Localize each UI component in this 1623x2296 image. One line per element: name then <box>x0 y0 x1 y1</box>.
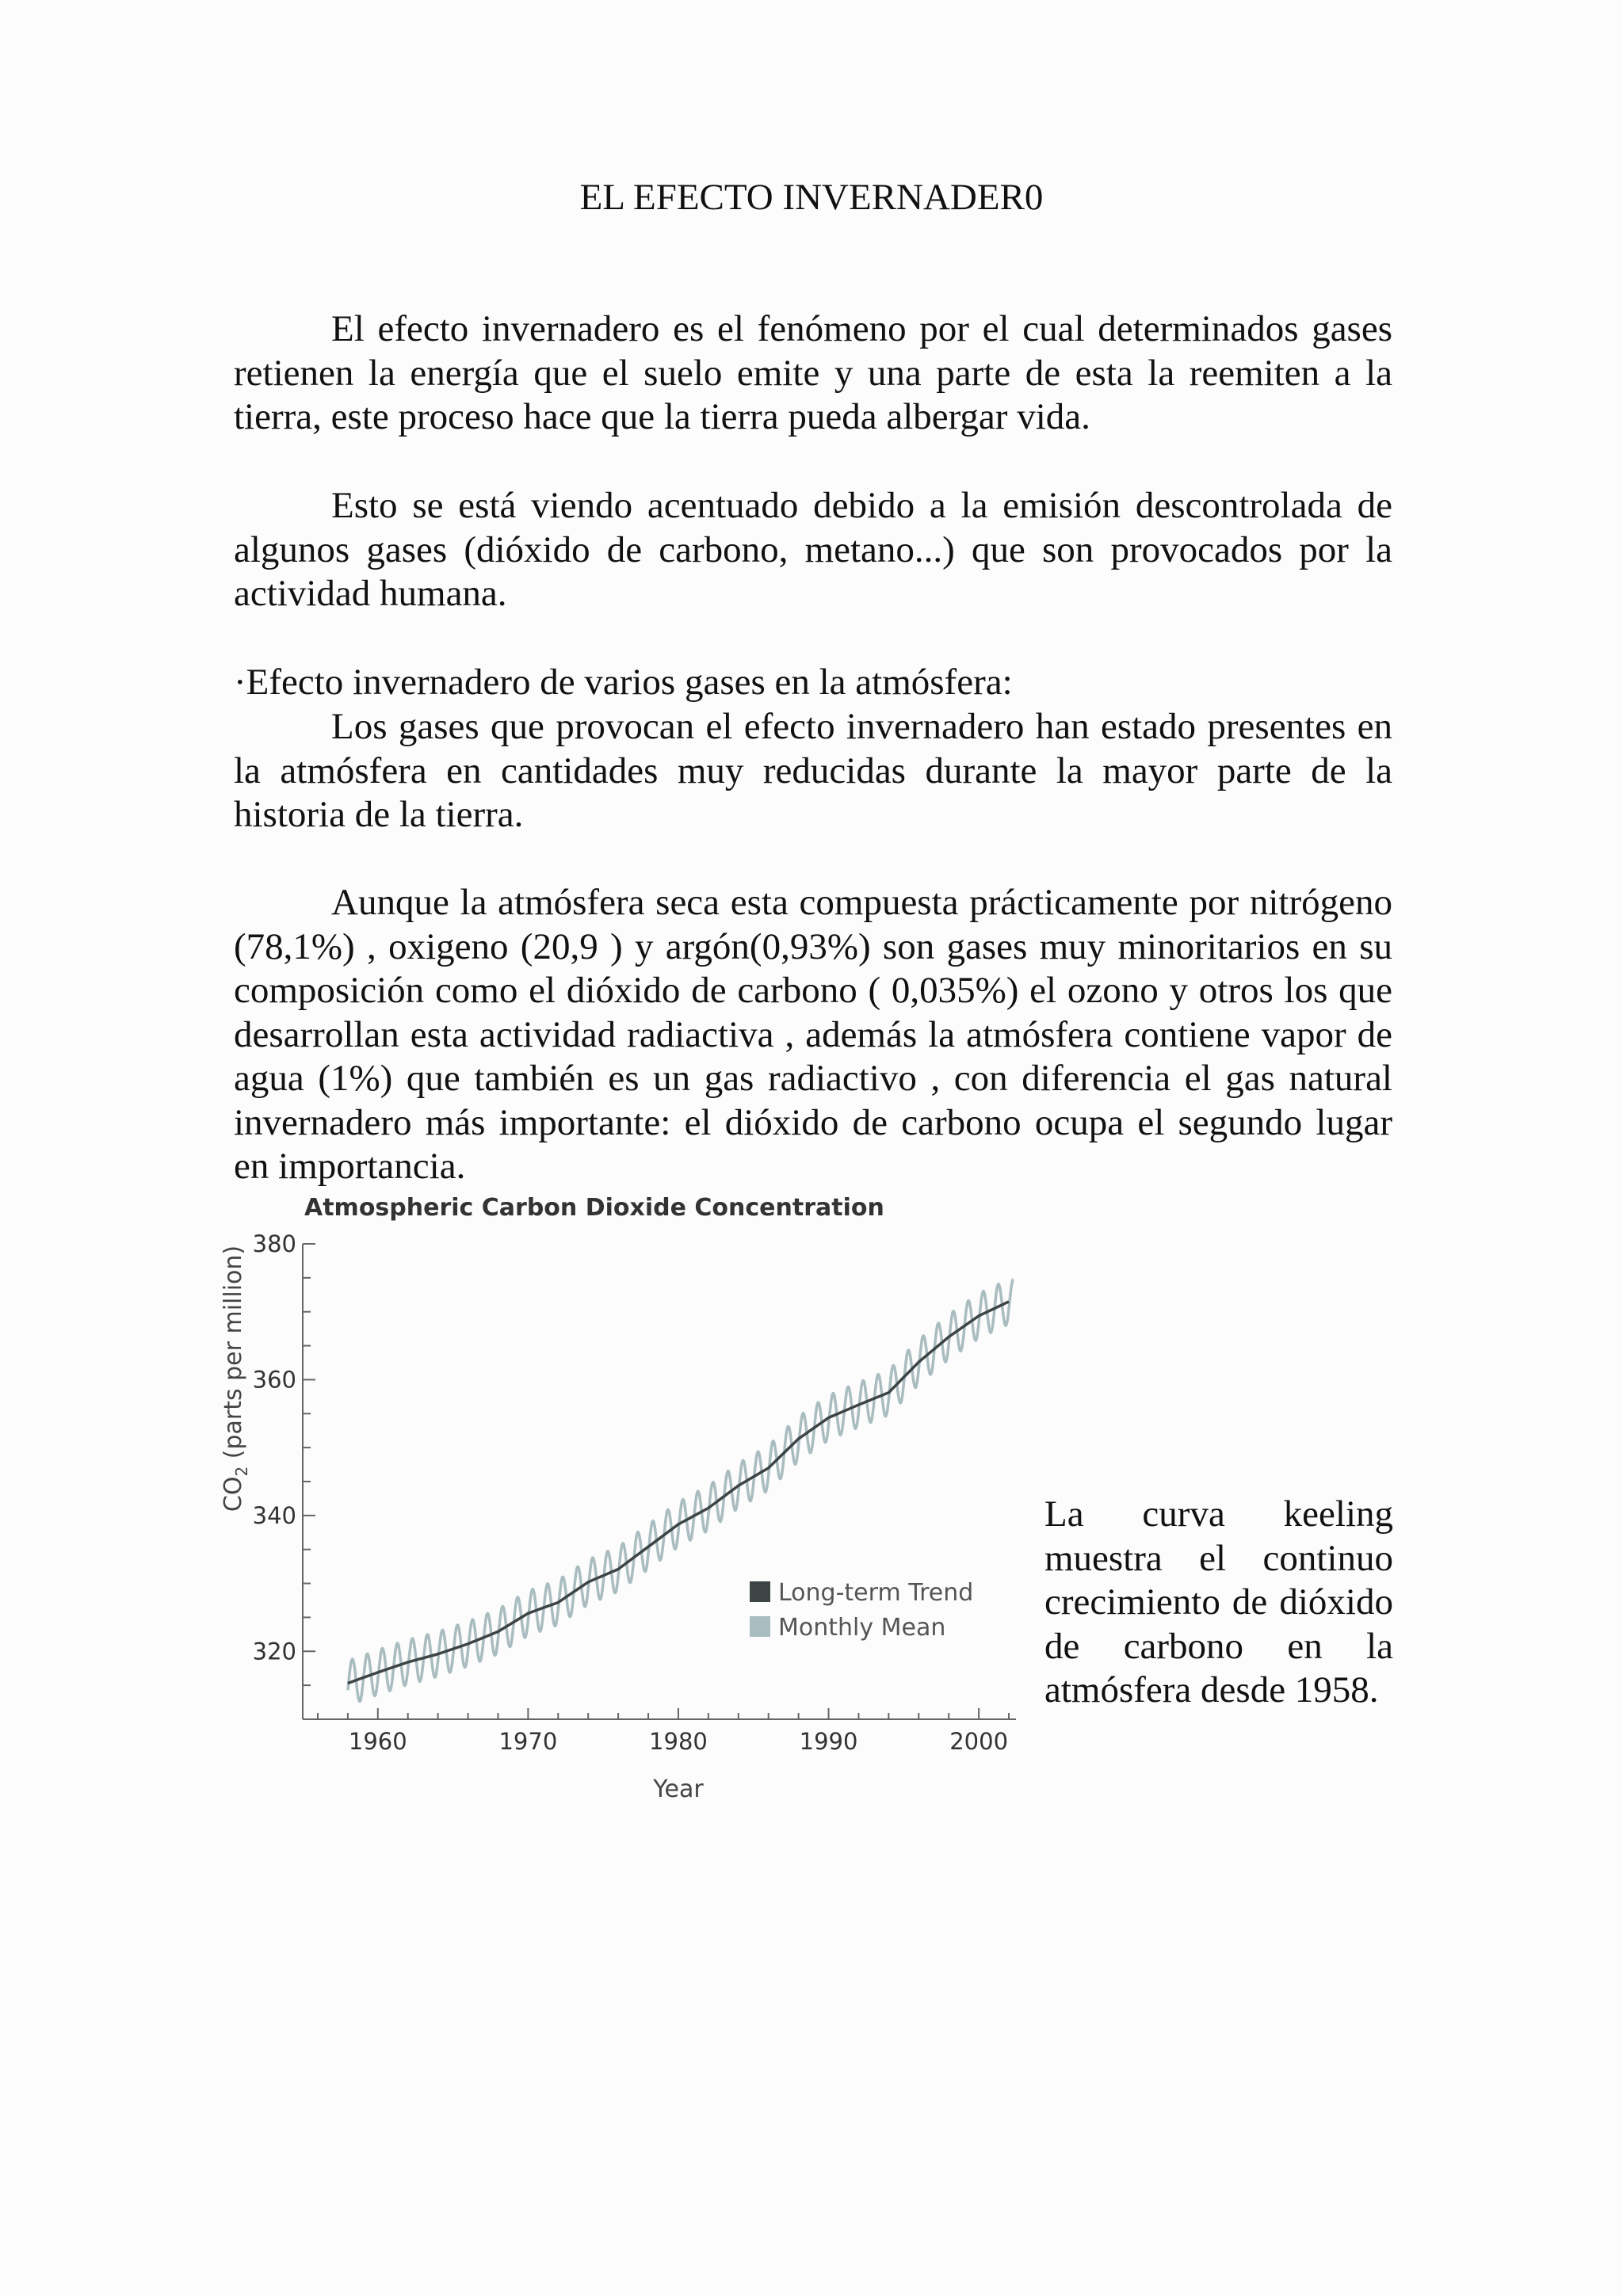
paragraph-intro: El efecto invernadero es el fenómeno por el cual determinados gases retienen la energía que el suelo emite y una parte de esta la reemiten a la tierra, este proceso hace que la tierra pueda albergar vida. <box>234 308 1392 437</box>
chart-title: Atmospheric Carbon Dioxide Concentration <box>304 1195 884 1222</box>
x-tick-label: 1990 <box>799 1728 858 1755</box>
x-tick-label: 1980 <box>649 1728 708 1755</box>
paragraph-emissions: Esto se está viendo acentuado debido a la emisión descontrolada de algunos gases (dióxido de carbono, metano...) que son provocados por la actividad humana. <box>234 485 1392 614</box>
y-tick-label: 340 <box>252 1501 296 1529</box>
x-tick-label: 1960 <box>348 1728 407 1755</box>
co2-concentration-chart <box>208 1195 1032 1813</box>
chart-caption: La curva keeling muestra el continuo crecimiento de dióxido de carbono en la atmósfera desde 1958. <box>1044 1493 1393 1711</box>
paragraph-history: Los gases que provocan el efecto invernadero han estado presentes en la atmósfera en cantidades muy reducidas durante la mayor parte de la historia de la tierra. <box>234 706 1392 835</box>
page-title: EL EFECTO INVERNADER0 <box>579 177 1044 218</box>
y-tick-label: 380 <box>252 1230 296 1257</box>
plot-area <box>253 1230 1016 1755</box>
y-tick-label: 320 <box>252 1638 296 1665</box>
y-axis-label-subscript: 2 <box>232 1466 251 1477</box>
paragraph-composition: Aunque la atmósfera seca esta compuesta prácticamente por nitrógeno (78,1%) , oxigeno (20,9 ) y argón(0,93%) son gases muy minoritarios en su composición como el dióxido de carbono ( 0,035%) el ozono y otros los que desarrollan esta actividad radiactiva , además la atmósfera contiene vapor de agua (1%) que también es un gas radiactivo , con diferencia el gas natural invernadero más importante: el dióxido de carbono ocupa el segundo lugar en importancia. <box>234 882 1392 1187</box>
legend-swatch-monthly-mean <box>750 1616 770 1637</box>
y-axis-label-rest: (parts per million) <box>220 1245 247 1466</box>
x-axis-label: Year <box>653 1775 704 1803</box>
x-tick-label: 1970 <box>498 1728 558 1755</box>
svg-text:CO2 (parts per million) <box>220 1245 251 1512</box>
y-axis-label <box>220 1245 251 1512</box>
chart-legend <box>750 1579 973 1642</box>
legend-label-long-term-trend: Long-term Trend <box>778 1579 974 1607</box>
x-tick-label: 2000 <box>949 1728 1009 1755</box>
y-axis-label-main: CO <box>220 1476 247 1512</box>
section-heading-gases: ·Efecto invernadero de varios gases en la atmósfera: <box>234 662 1013 703</box>
legend-swatch-long-term-trend <box>750 1581 770 1602</box>
legend-label-monthly-mean: Monthly Mean <box>778 1614 946 1642</box>
y-tick-label: 360 <box>252 1366 296 1394</box>
